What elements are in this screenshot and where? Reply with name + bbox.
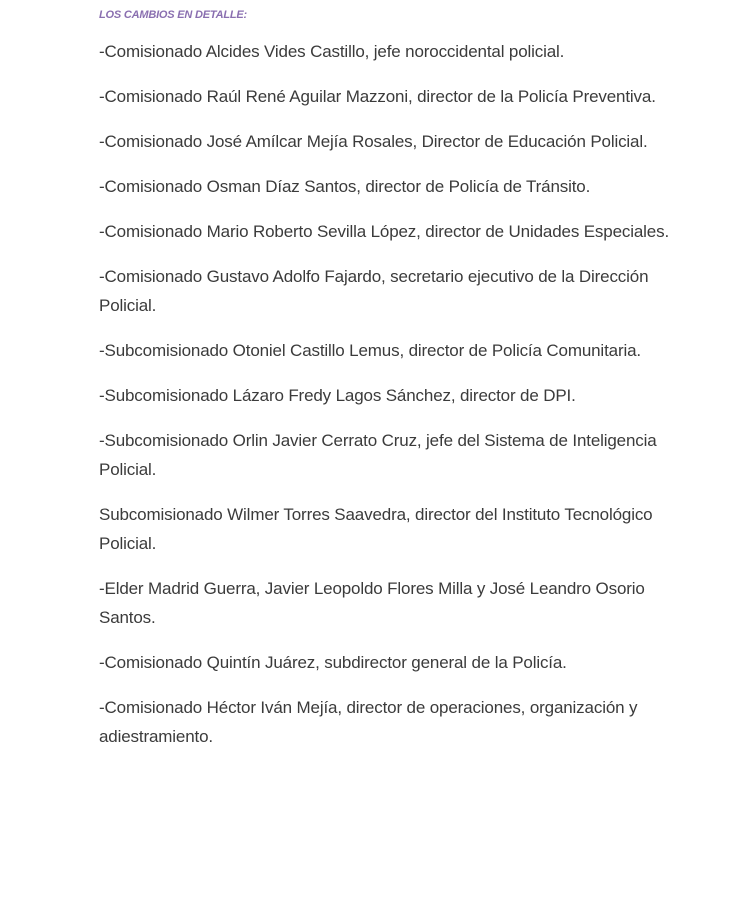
list-item: -Subcomisionado Orlin Javier Cerrato Cruz, jefe del Sistema de Inteligencia Policial. bbox=[99, 431, 657, 479]
list-item: -Comisionado José Amílcar Mejía Rosales, Director de Educación Policial. bbox=[99, 132, 648, 151]
list-item: -Comisionado Gustavo Adolfo Fajardo, secretario ejecutivo de la Dirección Policial. bbox=[99, 267, 649, 315]
list-item: -Elder Madrid Guerra, Javier Leopoldo Flores Milla y José Leandro Osorio Santos. bbox=[99, 579, 645, 627]
list-item: -Subcomisionado Lázaro Fredy Lagos Sánchez, director de DPI. bbox=[99, 386, 576, 405]
list-item: -Subcomisionado Otoniel Castillo Lemus, director de Policía Comunitaria. bbox=[99, 341, 641, 360]
document-page bbox=[99, 8, 689, 767]
list-item: Subcomisionado Wilmer Torres Saavedra, director del Instituto Tecnológico Policial. bbox=[99, 505, 653, 553]
list-item: -Comisionado Raúl René Aguilar Mazzoni, director de la Policía Preventiva. bbox=[99, 87, 656, 106]
section-heading: LOS CAMBIOS EN DETALLE: bbox=[99, 9, 247, 21]
list-item: -Comisionado Héctor Iván Mejía, director de operaciones, organización y adiestramiento. bbox=[99, 698, 638, 746]
list-item: -Comisionado Mario Roberto Sevilla López, director de Unidades Especiales. bbox=[99, 222, 670, 241]
list-item: -Comisionado Osman Díaz Santos, director de Policía de Tránsito. bbox=[99, 177, 591, 196]
list-item: -Comisionado Quintín Juárez, subdirector general de la Policía. bbox=[99, 653, 567, 672]
changes-list bbox=[99, 37, 689, 751]
list-item: -Comisionado Alcides Vides Castillo, jefe noroccidental policial. bbox=[99, 42, 565, 61]
